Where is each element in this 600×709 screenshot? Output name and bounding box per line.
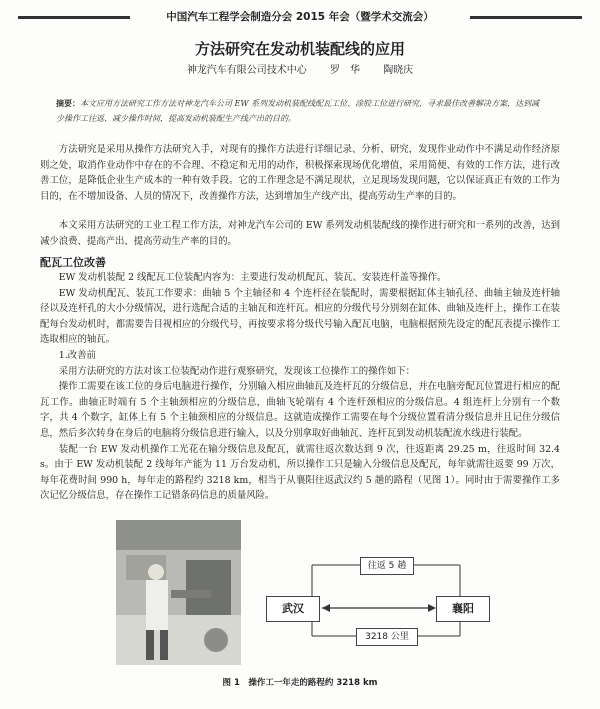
paragraph: 方法研究是采用从操作方法研究入手，对现有的操作方法进行详细记录、分析、研究，发现作业动作中不满足动作经济原则之处，取消作业动作中存在的不合理、不稳定和无用的动作，积极探索现场优化增值，采用简便、有效的工作方法，进行改善工位，是降低企业生产成本的一种有效手段。它的工作理念是不满足现状，立足现场发现问题，它以保证真正有效的工作为目的，在不增加设备、人员的情况下，改善操作方法，达到增加生产线产出，提高劳动生产率的目的。 [40, 144, 560, 202]
conference-title: 中国汽车工程学会制造分会 2015 年会（暨学术交流会） [166, 11, 434, 23]
paragraph: EW 发动机装配 2 线配瓦工位装配内容为：主要进行发动机配瓦、装瓦、安装连杆盖等操作。 [58, 272, 447, 283]
figure-caption: 图 1 操作工一年走的路程约 3218 km [222, 678, 378, 688]
paper-title: 方法研究在发动机装配线的应用 [194, 40, 405, 58]
section-heading: 配瓦工位改善 [40, 256, 106, 269]
paragraph: 操作工需要在该工位的身后电脑进行操作，分别输入相应曲轴瓦及连杆瓦的分级信息，并在电脑旁配瓦位置进行相应的配瓦工作。曲轴正时端有 5 个主轴颈相应的分级信息，曲轴飞轮端有 4 个连杆颈相应的分级信息。4 组连杆上分别有一个数字，共 4 个数字，缸体上有 5 个主轴颈相应的分级信息。这就造成操作工需要在每个分级位置看清分级信息并且记住分级信息，然后多次转身在身后的电脑将分级信息进行输入，以及分别拿取好曲轴瓦、连杆瓦到发动机装配流水线进行装配。 [40, 381, 560, 439]
paragraph: EW 发动机配瓦、装瓦工作要求：曲轴 5 个主轴径和 4 个连杆径在装配时，需要根据缸体主轴孔径、曲轴主轴及连杆轴径以及连杆孔的大小分级情况，进行选配合适的主轴瓦和连杆瓦。相应的分级代号分别刻在缸体、曲轴及连杆上，操作工在装配每台发动机时，都需要告目视相应的分级代号，再按要求将分级代号输入配瓦电脑，电脑根据预先设定的配瓦表提示操作工选取相应的轴瓦。 [40, 287, 560, 346]
paragraph: 本文采用方法研究的工业工程工作方法，对神龙汽车公司的 EW 系列发动机装配线的操作进行研究和一系列的改善，达到减少浪费、提高产出、提高劳动生产率的目的。 [40, 220, 560, 247]
paragraph: 装配一台 EW 发动机操作工光花在输分级信息及配瓦，就需往返次数达到 9 次，往返距离 29.25 m，往返时间 32.4 s。由于 EW 发动机装配 2 线每年产能为 11 万台发动机，所以操作工只是输入分级信息及配瓦，每年就需往返要 99 万次，每年花费时间 990 h，每年走的路程约 3218 km，相当于从襄阳往返武汉约 5 趟的路程（见图 1）。同时由于需要操作工多次记忆分级信息，存在操作工记错条码信息的质量风险。 [40, 443, 560, 502]
city-wuhan-box: 武汉 [266, 596, 320, 622]
city-xiangyang-box: 襄阳 [436, 596, 490, 622]
organization: 神龙汽车有限公司技术中心 [186, 65, 307, 76]
author-1: 罗 华 [330, 65, 360, 76]
subsection-heading: 1.改善前 [58, 349, 96, 361]
abstract-text: 本文应用方法研究工作方法对神龙汽车公司 EW 系列发动机装配线配瓦工位、涂胶工位进行研究，寻求最佳改善解决方案，达到减少操作工往返、减少操作时间，提高发动机装配生产线产出的目的。 [56, 99, 540, 123]
paragraph: 采用方法研究的方法对该工位装配动作进行观察研究，发现该工位操作工的操作如下： [58, 365, 416, 377]
distance-box: 3218 公里 [356, 628, 418, 646]
abstract-label: 摘要： [56, 98, 80, 108]
author-2: 陶晓庆 [383, 65, 414, 76]
trip-count-box: 往返 5 趟 [360, 557, 414, 575]
